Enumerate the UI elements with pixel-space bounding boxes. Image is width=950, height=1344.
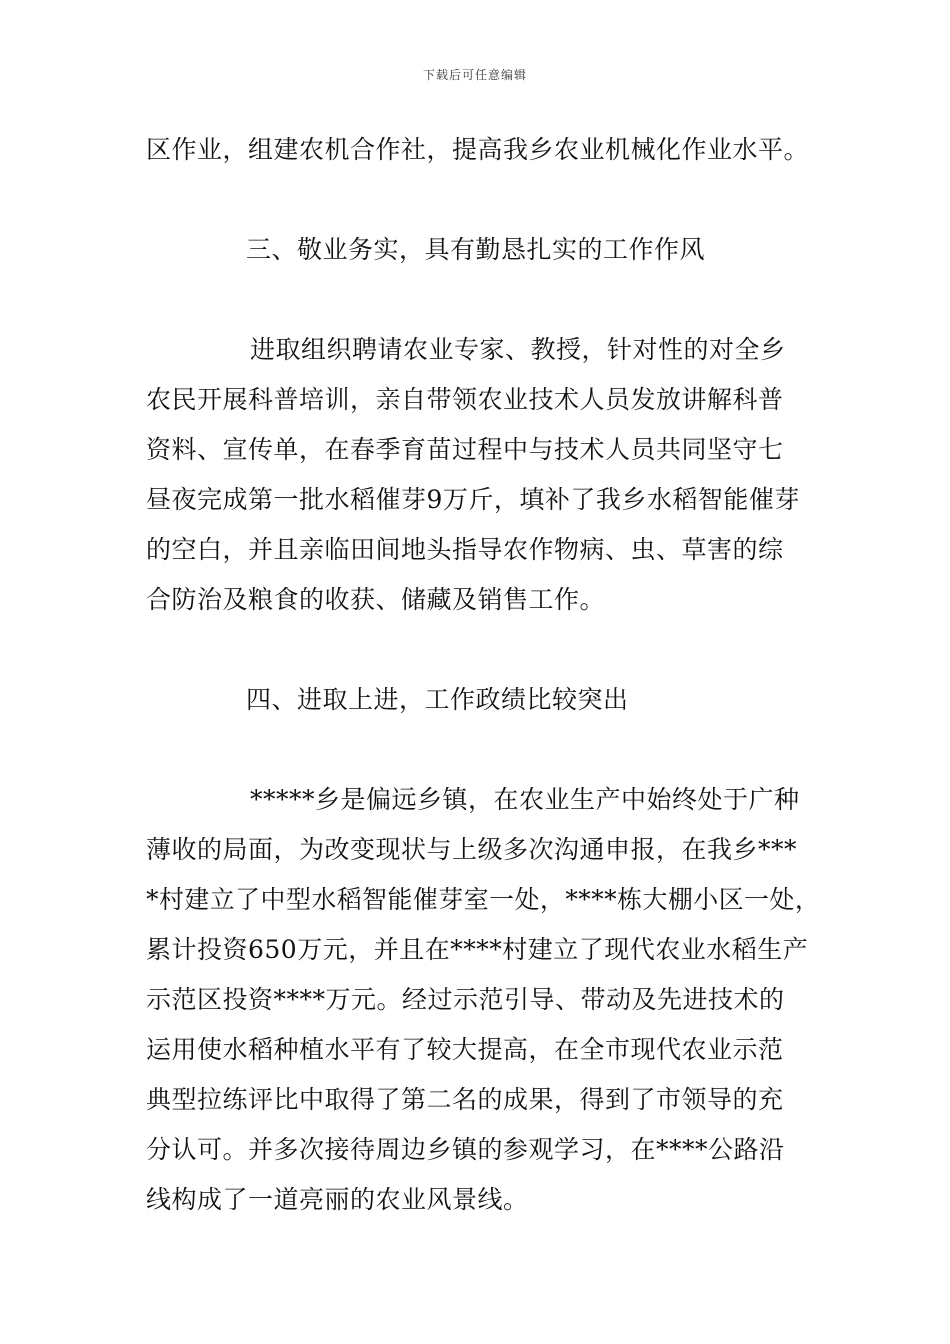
paragraph-5-line-1: *****乡是偏远乡镇，在农业生产中始终处于广种 [250, 785, 800, 814]
paragraph-5-line-7: 典型拉练评比中取得了第二名的成果，得到了市领导的充 [146, 1085, 784, 1114]
paragraph-5-line-4: 累计投资650万元，并且在****村建立了现代农业水稻生产 [146, 935, 809, 964]
section-heading-3: 三、敬业务实，具有勤恳扎实的工作作风 [246, 235, 706, 264]
paragraph-3-line-5: 的空白，并且亲临田间地头指导农作物病、虫、草害的综 [146, 535, 784, 564]
paragraph-5-line-2: 薄收的局面，为改变现状与上级多次沟通申报，在我乡*** [146, 835, 798, 864]
page-header: 下载后可任意编辑 [422, 68, 527, 82]
paragraph-3-line-6: 合防治及粮食的收获、储藏及销售工作。 [146, 585, 606, 614]
paragraph-5-line-3: *村建立了中型水稻智能催芽室一处，****栋大棚小区一处， [146, 885, 821, 914]
paragraph-1-line-1: 区作业，组建农机合作社，提高我乡农业机械化作业水平。 [146, 135, 810, 164]
paragraph-3-line-4: 昼夜完成第一批水稻催芽9万斤，填补了我乡水稻智能催芽 [146, 485, 800, 514]
paragraph-5-line-5: 示范区投资****万元。经过示范引导、带动及先进技术的 [146, 985, 785, 1014]
paragraph-3-line-1: 进取组织聘请农业专家、教授，针对性的对全乡 [250, 335, 786, 364]
paragraph-5-line-8: 分认可。并多次接待周边乡镇的参观学习，在****公路沿 [146, 1135, 785, 1164]
section-heading-4: 四、进取上进，工作政绩比较突出 [246, 685, 629, 714]
paragraph-5-line-6: 运用使水稻种植水平有了较大提高，在全市现代农业示范 [146, 1035, 784, 1064]
paragraph-5-line-9: 线构成了一道亮丽的农业风景线。 [146, 1185, 529, 1214]
paragraph-3-line-3: 资料、宣传单，在春季育苗过程中与技术人员共同坚守七 [146, 435, 784, 464]
paragraph-3-line-2: 农民开展科普培训，亲自带领农业技术人员发放讲解科普 [146, 385, 784, 414]
